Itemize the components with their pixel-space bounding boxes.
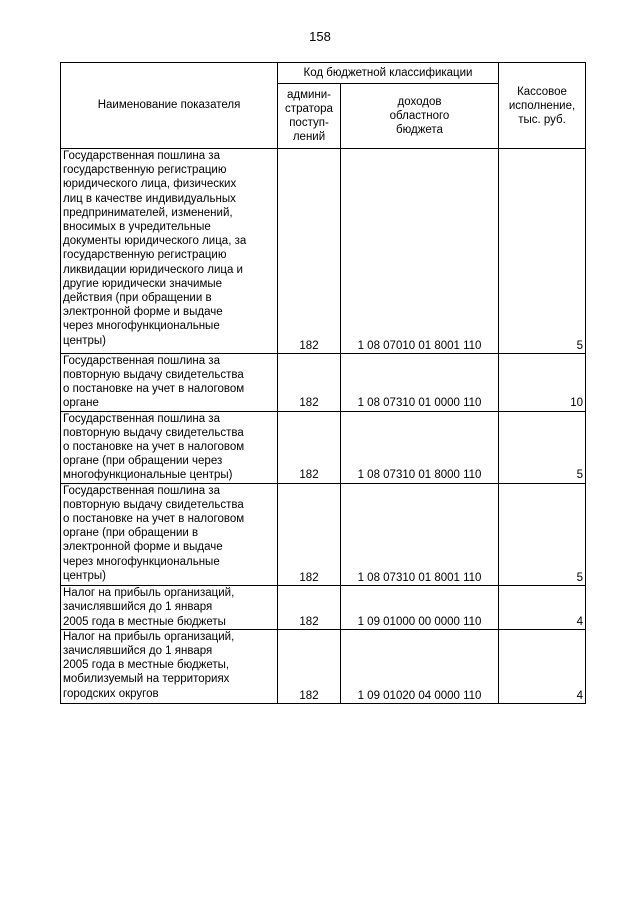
indicator-name-line: зачислявшийся до 1 января (63, 601, 213, 614)
table-row (61, 586, 586, 630)
execution-amount-cell: 4 (499, 586, 586, 630)
indicator-name-line: повторную выдачу свидетельства (63, 426, 244, 439)
indicator-name-line: Налог на прибыль организаций, (63, 587, 235, 600)
indicator-name-line: Государственная пошлина за (63, 484, 220, 497)
budget-table (60, 62, 586, 704)
indicator-name-line: электронной форме и выдаче (63, 306, 223, 319)
indicator-name-cell (61, 586, 278, 630)
indicator-name-line: другие юридически значимые (63, 277, 223, 290)
indicator-name-line: повторную выдачу свидетельства (63, 369, 244, 382)
indicator-name-line: вносимых в учредительные (63, 221, 211, 234)
header-indicator-name: Наименование показателя (61, 63, 278, 149)
execution-amount-cell: 10 (499, 353, 586, 411)
indicator-name-line: предпринимателей, изменений, (63, 206, 233, 219)
administrator-code-cell: 182 (278, 586, 341, 630)
indicator-name-line: лиц в качестве индивидуальных (63, 192, 236, 205)
indicator-name-line: государственную регистрацию (63, 164, 227, 177)
indicator-name-cell (61, 149, 278, 354)
administrator-code-cell: 182 (278, 149, 341, 354)
administrator-code-cell: 182 (278, 411, 341, 483)
indicator-name-line: через многофункциональные (63, 320, 220, 333)
indicator-name-line: центры) (63, 334, 106, 347)
indicator-name-line: центры) (63, 569, 106, 582)
header-administrator (278, 84, 341, 149)
header-admin-line: стратора (285, 103, 333, 115)
table-row (61, 411, 586, 483)
header-income (341, 84, 499, 149)
header-admin-line: поступ- (289, 117, 329, 129)
indicator-name-line: действия (при обращении в (63, 292, 212, 305)
table-header (61, 63, 586, 149)
header-code-group: Код бюджетной классификации (278, 63, 499, 84)
income-code-cell: 1 08 07010 01 8001 110 (341, 149, 499, 354)
indicator-name-line: 2005 года в местные бюджеты (63, 615, 226, 628)
execution-amount-cell: 5 (499, 411, 586, 483)
income-code-cell: 1 08 07310 01 8000 110 (341, 411, 499, 483)
indicator-name-cell (61, 411, 278, 483)
execution-amount-cell: 4 (499, 629, 586, 703)
header-execution-line: тыс. руб. (518, 113, 566, 126)
indicator-name-line: зачислявшийся до 1 января (63, 644, 213, 657)
indicator-name-cell (61, 483, 278, 585)
page-number: 158 (309, 29, 331, 44)
indicator-name-line: Налог на прибыль организаций, (63, 630, 235, 643)
administrator-code-cell: 182 (278, 629, 341, 703)
table-body (61, 149, 586, 704)
indicator-name-line: многофункциональные центры) (63, 469, 233, 482)
indicator-name-line: городских округов (63, 687, 159, 700)
indicator-name-line: повторную выдачу свидетельства (63, 498, 244, 511)
indicator-name-line: юридического лица, физических (63, 178, 237, 191)
indicator-name-line: о постановке на учет в налоговом (63, 441, 245, 454)
income-code-cell: 1 09 01020 04 0000 110 (341, 629, 499, 703)
table-row (61, 353, 586, 411)
indicator-name-line: мобилизуемый на территориях (63, 673, 230, 686)
income-code-cell: 1 08 07310 01 0000 110 (341, 353, 499, 411)
indicator-name-line: органе (при обращении в (63, 527, 199, 540)
header-execution (499, 63, 586, 149)
header-execution-line: исполнение, (508, 99, 576, 112)
income-code-cell: 1 09 01000 00 0000 110 (341, 586, 499, 630)
income-code-cell: 1 08 07310 01 8001 110 (341, 483, 499, 585)
table-row (61, 629, 586, 703)
indicator-name-line: ликвидации юридического лица и (63, 263, 243, 276)
indicator-name-line: Государственная пошлина за (63, 150, 220, 162)
header-income-line: доходов (397, 96, 442, 108)
header-admin-line: админи- (286, 89, 332, 101)
indicator-name-cell (61, 629, 278, 703)
header-income-line: бюджета (396, 124, 443, 136)
table-row (61, 483, 586, 585)
indicator-name-line: Государственная пошлина за (63, 412, 220, 425)
indicator-name-line: о постановке на учет в налоговом (63, 513, 245, 526)
administrator-code-cell: 182 (278, 353, 341, 411)
execution-amount-cell: 5 (499, 483, 586, 585)
indicator-name-line: через многофункциональные (63, 555, 220, 568)
indicator-name-line: органе (63, 397, 99, 410)
administrator-code-cell: 182 (278, 483, 341, 585)
indicator-name-line: Государственная пошлина за (63, 354, 220, 367)
header-income-line: областного (389, 110, 450, 122)
indicator-name-line: о постановке на учет в налоговом (63, 383, 245, 396)
indicator-name-line: государственную регистрацию (63, 249, 227, 262)
indicator-name-line: органе (при обращении через (63, 455, 223, 468)
indicator-name-line: электронной форме и выдаче (63, 541, 223, 554)
header-admin-line: лений (292, 131, 326, 143)
indicator-name-line: документы юридического лица, за (63, 235, 247, 248)
indicator-name-line: 2005 года в местные бюджеты, (63, 659, 230, 672)
header-execution-line: Кассовое (517, 85, 567, 98)
execution-amount-cell: 5 (499, 149, 586, 354)
indicator-name-cell (61, 353, 278, 411)
table-row (61, 149, 586, 354)
